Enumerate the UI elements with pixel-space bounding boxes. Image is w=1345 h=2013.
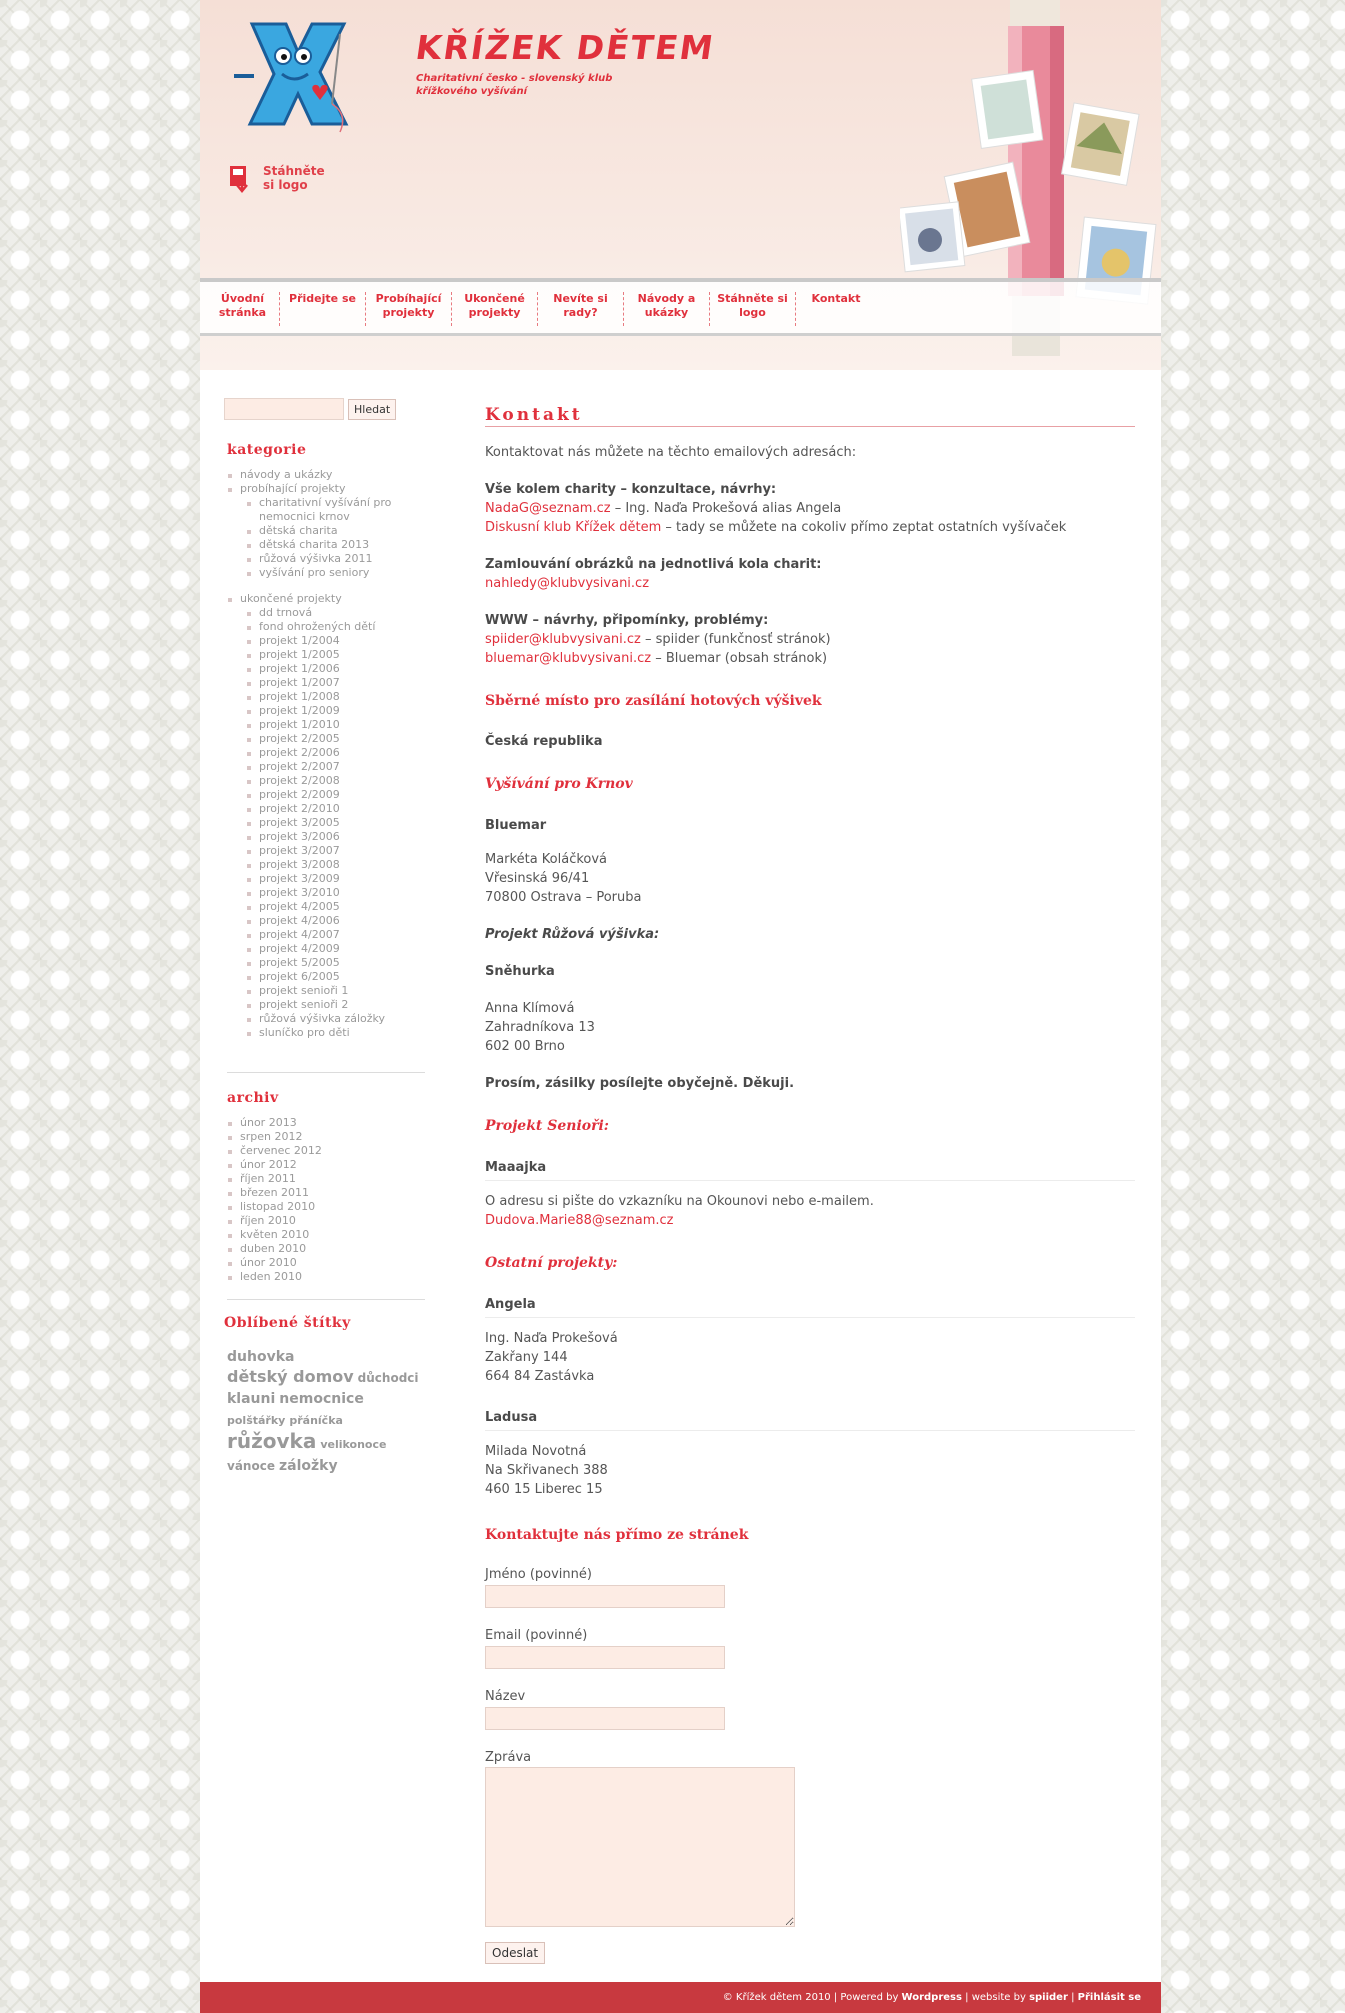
bluemar-address-1: Markéta Koláčková bbox=[485, 852, 608, 867]
ladusa-name: Ladusa bbox=[485, 1408, 1135, 1431]
name-label: Jméno (povinné) bbox=[485, 1567, 592, 1582]
category-item[interactable]: dd trnová bbox=[224, 606, 428, 620]
nav-link[interactable]: Probíhající projekty bbox=[375, 292, 442, 319]
nav-item-tutorials[interactable] bbox=[624, 292, 710, 326]
images-heading: Zamlouvání obrázků na jednotlivá kola charit: bbox=[485, 557, 822, 572]
www-line-1 bbox=[485, 630, 831, 649]
subject-field[interactable] bbox=[485, 1707, 725, 1730]
category-item[interactable]: charitativní vyšívání pro nemocnici krnov bbox=[224, 496, 428, 524]
site-subtitle: Charitativní česko - slovenský klub křížkového vyšívání bbox=[416, 73, 613, 97]
tag-link[interactable]: duhovka bbox=[227, 1349, 295, 1365]
charity-heading: Vše kolem charity – konzultace, návrhy: bbox=[485, 482, 777, 497]
category-item[interactable]: projekt 1/2005 bbox=[224, 648, 428, 662]
archive-item[interactable]: únor 2012 bbox=[224, 1158, 428, 1172]
tag-link[interactable]: nemocnice bbox=[279, 1391, 364, 1407]
contact-form-heading: Kontaktujte nás přímo ze stránek bbox=[485, 1527, 749, 1543]
www-heading: WWW – návrhy, připomínky, problémy: bbox=[485, 613, 769, 628]
category-item[interactable]: projekt 3/2008 bbox=[224, 858, 428, 872]
category-item[interactable]: vyšívání pro seniory bbox=[224, 566, 428, 580]
tag-link[interactable]: růžovka bbox=[227, 1429, 317, 1453]
nav-link[interactable]: Návody a ukázky bbox=[637, 292, 696, 319]
snehurka-address-2: Zahradníkova 13 bbox=[485, 1020, 595, 1035]
nav-link[interactable]: Přidejte se bbox=[289, 292, 356, 305]
tags-heading: Oblíbené štítky bbox=[224, 1315, 351, 1331]
page-title: Kontakt bbox=[485, 406, 1135, 427]
logo-mascot[interactable] bbox=[228, 14, 368, 136]
www-email-2-note: – Bluemar (obsah stránok) bbox=[651, 651, 828, 666]
category-item[interactable]: projekt 4/2009 bbox=[224, 942, 428, 956]
category-item[interactable]: sluníčko pro děti bbox=[224, 1026, 428, 1040]
category-item[interactable]: růžová výšivka záložky bbox=[224, 1012, 428, 1026]
category-item[interactable]: dětská charita 2013 bbox=[224, 538, 428, 552]
category-item[interactable]: ukončené projekty bbox=[224, 592, 428, 606]
category-item[interactable]: projekt 4/2005 bbox=[224, 900, 428, 914]
category-item[interactable]: projekt 4/2007 bbox=[224, 928, 428, 942]
archive-item[interactable]: červenec 2012 bbox=[224, 1144, 428, 1158]
nav-link[interactable]: Stáhněte si logo bbox=[717, 292, 788, 319]
nav-item-download-logo[interactable] bbox=[710, 292, 796, 326]
nav-item-ongoing-projects[interactable] bbox=[366, 292, 452, 326]
forum-note: – tady se můžete na cokoliv přímo zeptat ostatních vyšívaček bbox=[661, 520, 1067, 535]
wordpress-link[interactable]: Wordpress bbox=[901, 1992, 962, 2003]
category-item[interactable]: projekt 2/2005 bbox=[224, 732, 428, 746]
category-item[interactable]: projekt 3/2007 bbox=[224, 844, 428, 858]
nav-link[interactable]: Kontakt bbox=[811, 292, 861, 305]
footer-copyright: © Křížek dětem 2010 | Powered by bbox=[722, 1992, 902, 2003]
nav-item-join[interactable] bbox=[280, 292, 366, 326]
archive-heading: archiv bbox=[227, 1090, 279, 1106]
category-item[interactable]: projekt 1/2004 bbox=[224, 634, 428, 648]
nav-item-home[interactable] bbox=[206, 292, 280, 326]
category-item[interactable]: projekt senioři 1 bbox=[224, 984, 428, 998]
ladusa-address-3: 460 15 Liberec 15 bbox=[485, 1482, 603, 1497]
download-icon bbox=[228, 164, 256, 196]
charity-line bbox=[485, 499, 841, 518]
ladusa-address-1: Milada Novotná bbox=[485, 1444, 587, 1459]
images-email-link[interactable]: nahledy@klubvysivani.cz bbox=[485, 576, 650, 591]
tag-link[interactable]: důchodci bbox=[357, 1371, 419, 1385]
tag-link[interactable]: polštářky bbox=[227, 1414, 286, 1427]
tag-link[interactable]: klauni bbox=[227, 1391, 276, 1407]
tag-cloud bbox=[227, 1346, 427, 1476]
name-field[interactable] bbox=[485, 1585, 725, 1608]
tag-link[interactable]: dětský domov bbox=[227, 1367, 354, 1386]
category-item[interactable]: růžová výšivka 2011 bbox=[224, 552, 428, 566]
ruzova-heading: Projekt Růžová výšivka: bbox=[485, 927, 660, 942]
snehurka-address-1: Anna Klímová bbox=[485, 1001, 575, 1016]
www-email-1-note: – spiider (funkčnosť stránok) bbox=[640, 632, 831, 647]
tag-link[interactable]: velikonoce bbox=[320, 1438, 387, 1451]
archive-item[interactable]: srpen 2012 bbox=[224, 1130, 428, 1144]
archive-item[interactable]: listopad 2010 bbox=[224, 1200, 428, 1214]
category-item[interactable]: projekt 2/2009 bbox=[224, 788, 428, 802]
header bbox=[200, 0, 1161, 370]
category-item[interactable]: projekt 2/2007 bbox=[224, 760, 428, 774]
snehurka-address-3: 602 00 Brno bbox=[485, 1039, 565, 1054]
ladusa-address-2: Na Skřivanech 388 bbox=[485, 1463, 608, 1478]
send-button[interactable]: Odeslat bbox=[485, 1942, 545, 1964]
tag-link[interactable]: záložky bbox=[278, 1458, 338, 1474]
archive-list bbox=[224, 1116, 428, 1284]
category-item[interactable]: projekt 3/2005 bbox=[224, 816, 428, 830]
maaajka-name: Maaajka bbox=[485, 1158, 1135, 1181]
category-item[interactable]: projekt 1/2008 bbox=[224, 690, 428, 704]
angela-address-1: Ing. Naďa Prokešová bbox=[485, 1331, 618, 1346]
archive-item[interactable]: říjen 2011 bbox=[224, 1172, 428, 1186]
archive-item[interactable]: duben 2010 bbox=[224, 1242, 428, 1256]
category-item[interactable]: návody a ukázky bbox=[224, 468, 428, 482]
angela-name: Angela bbox=[485, 1295, 1135, 1318]
angela-address-3: 664 84 Zastávka bbox=[485, 1369, 595, 1384]
page bbox=[200, 0, 1161, 2013]
country-label: Česká republika bbox=[485, 734, 603, 749]
seniori-heading: Projekt Senioři: bbox=[485, 1118, 609, 1134]
footer bbox=[200, 1982, 1161, 2013]
bluemar-address-3: 70800 Ostrava – Poruba bbox=[485, 890, 642, 905]
charity-email-link[interactable]: NadaG@seznam.cz bbox=[485, 501, 611, 516]
search-button[interactable]: Hledat bbox=[348, 399, 396, 420]
spiider-link[interactable]: spiider bbox=[1029, 1992, 1068, 2003]
maaajka-text: O adresu si pište do vzkazníku na Okounovi nebo e-mailem. bbox=[485, 1194, 874, 1209]
category-item[interactable]: projekt 1/2006 bbox=[224, 662, 428, 676]
nav-link[interactable]: Ukončené projekty bbox=[464, 292, 525, 319]
email-label: Email (povinné) bbox=[485, 1628, 588, 1643]
archive-item[interactable]: únor 2013 bbox=[224, 1116, 428, 1130]
nav-item-contact[interactable] bbox=[796, 292, 876, 326]
category-item[interactable]: projekt 3/2009 bbox=[224, 872, 428, 886]
category-item[interactable]: projekt 5/2005 bbox=[224, 956, 428, 970]
tag-link[interactable]: vánoce bbox=[227, 1459, 275, 1473]
maaajka-email-link[interactable]: Dudova.Marie88@seznam.cz bbox=[485, 1213, 674, 1228]
krnov-heading: Vyšívání pro Krnov bbox=[485, 776, 633, 792]
category-item[interactable]: projekt 1/2010 bbox=[224, 718, 428, 732]
nav-link[interactable]: Úvodní stránka bbox=[218, 292, 267, 319]
category-item[interactable]: projekt 3/2010 bbox=[224, 886, 428, 900]
archive-item[interactable]: leden 2010 bbox=[224, 1270, 428, 1284]
footer-separator: | bbox=[1067, 1992, 1078, 2003]
charity-email-note: – Ing. Naďa Prokešová alias Angela bbox=[610, 501, 842, 516]
category-item[interactable]: projekt 6/2005 bbox=[224, 970, 428, 984]
ostatni-heading: Ostatní projekty: bbox=[485, 1255, 618, 1271]
category-item[interactable]: projekt 4/2006 bbox=[224, 914, 428, 928]
nav-link[interactable]: Nevíte si rady? bbox=[553, 292, 608, 319]
category-item[interactable]: projekt 1/2007 bbox=[224, 676, 428, 690]
category-item[interactable]: fond ohrožených dětí bbox=[224, 620, 428, 634]
www-line-2 bbox=[485, 649, 827, 668]
site-title: KŘÍŽEK DĚTEM bbox=[413, 28, 718, 67]
download-logo-label: Stáhněte si logo bbox=[263, 164, 325, 192]
archive-item[interactable]: květen 2010 bbox=[224, 1228, 428, 1242]
footer-website-by: | website by bbox=[961, 1992, 1030, 2003]
divider bbox=[227, 1299, 425, 1300]
archive-item[interactable]: březen 2011 bbox=[224, 1186, 428, 1200]
tag-link[interactable]: přáníčka bbox=[289, 1414, 343, 1427]
message-textarea[interactable] bbox=[485, 1767, 795, 1927]
category-item[interactable]: dětská charita bbox=[224, 524, 428, 538]
www-email-1-link[interactable]: spiider@klubvysivani.cz bbox=[485, 632, 641, 647]
divider bbox=[227, 1072, 425, 1073]
archive-item[interactable]: říjen 2010 bbox=[224, 1214, 428, 1228]
category-item[interactable]: projekt 2/2010 bbox=[224, 802, 428, 816]
search-input[interactable] bbox=[224, 398, 344, 420]
category-item[interactable]: projekt senioři 2 bbox=[224, 998, 428, 1012]
subject-label: Název bbox=[485, 1689, 526, 1704]
category-item[interactable]: projekt 2/2008 bbox=[224, 774, 428, 788]
forum-line bbox=[485, 518, 1066, 537]
category-item[interactable]: projekt 1/2009 bbox=[224, 704, 428, 718]
categories-heading: kategorie bbox=[227, 442, 307, 458]
snehurka-name: Sněhurka bbox=[485, 964, 555, 979]
forum-link[interactable]: Diskusní klub Křížek dětem bbox=[485, 520, 662, 535]
archive-item[interactable]: únor 2010 bbox=[224, 1256, 428, 1270]
categories-list bbox=[224, 468, 428, 1040]
collection-heading: Sběrné místo pro zasílání hotových výšivek bbox=[485, 693, 822, 709]
email-field[interactable] bbox=[485, 1646, 725, 1669]
category-item[interactable]: probíhající projekty bbox=[224, 482, 428, 496]
message-label: Zpráva bbox=[485, 1750, 532, 1765]
login-link[interactable]: Přihlásit se bbox=[1077, 1992, 1141, 2003]
www-email-2-link[interactable]: bluemar@klubvysivani.cz bbox=[485, 651, 652, 666]
please-note: Prosím, zásilky posílejte obyčejně. Děkuji. bbox=[485, 1076, 795, 1091]
intro-text: Kontaktovat nás můžete na těchto emailových adresách: bbox=[485, 445, 857, 460]
category-item[interactable]: projekt 3/2006 bbox=[224, 830, 428, 844]
bluemar-address-2: Vřesinská 96/41 bbox=[485, 871, 590, 886]
angela-address-2: Zakřany 144 bbox=[485, 1350, 568, 1365]
nav-item-finished-projects[interactable] bbox=[452, 292, 538, 326]
main-navigation bbox=[200, 278, 1161, 336]
nav-item-help[interactable] bbox=[538, 292, 624, 326]
category-item[interactable]: projekt 2/2006 bbox=[224, 746, 428, 760]
bluemar-name: Bluemar bbox=[485, 818, 547, 833]
download-logo-link[interactable] bbox=[228, 164, 338, 196]
